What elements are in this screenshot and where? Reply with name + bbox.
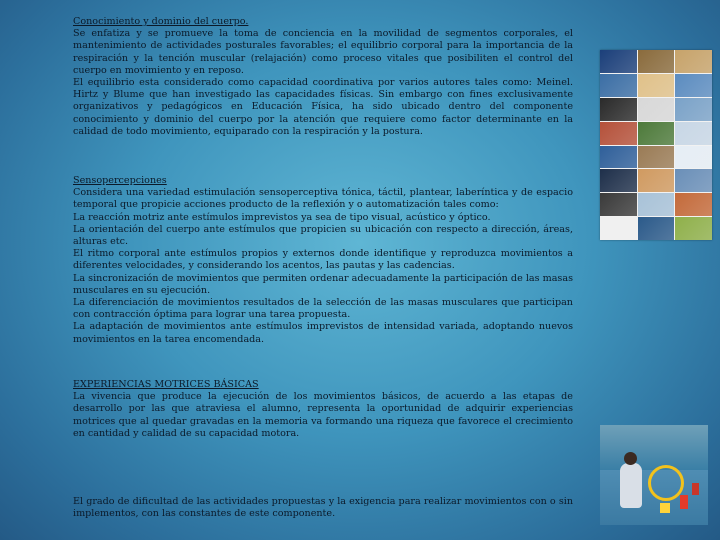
paragraph: El equilibrio esta considerado como capacidad coordinativa por varios autores tales como: Meinel. Hirtz y Blume que han investigado las capacidades físicas. Sin embargo con fines exclusivamente organizativos y pedagógicos en Educación Física, ha sido ubicado dentro del componente conocimiento y dominio del cuerpo por la atención que requiere como factor determinante en la calidad de todo movimiento, equiparado con la respiración y la postura. (73, 77, 573, 137)
section-dificultad (73, 496, 573, 520)
paragraph: El ritmo corporal ante estímulos propios y externos donde identifique y reproduzca movimientos a diferentes velocidades, y considerando los acentos, las pautas y las cadencias. (73, 248, 573, 272)
paragraph: La sincronización de movimientos que permiten ordenar adecuadamente la participación de las masas musculares en su ejecución. (73, 272, 573, 296)
collage-tile (600, 146, 637, 169)
cone-shape (660, 503, 670, 513)
collage-tile (638, 122, 675, 145)
collage-tile (675, 169, 712, 192)
collage-tile (600, 193, 637, 216)
collage-tile (675, 122, 712, 145)
paragraph: Se enfatiza y se promueve la toma de conciencia en la movilidad de segmentos corporales, el mantenimiento de actividades posturales favorables; el equilibrio corporal para la importancia de la respiración y la tención muscular (relajación) como proceso vitales que posibiliten el control del cuerpo en movimiento y en reposo. (73, 28, 573, 76)
collage-tile (675, 193, 712, 216)
collage-tile (638, 74, 675, 97)
sports-collage-image (600, 50, 712, 240)
collage-tile (675, 98, 712, 121)
paragraph: La reacción motriz ante estímulos imprevistos ya sea de tipo visual, acústico y óptico. (73, 211, 491, 223)
section-heading: Conocimiento y dominio del cuerpo. (73, 16, 249, 27)
cone-shape (692, 483, 699, 495)
cone-shape (680, 495, 688, 509)
collage-tile (638, 217, 675, 240)
collage-tile (675, 50, 712, 73)
child-head (624, 452, 637, 465)
paragraph: Considera una variedad estimulación sensoperceptiva tónica, táctil, plantear, laberíntica y de espacio temporal que propicie acciones producto de la reflexión y o automatización tales como: (73, 187, 573, 211)
collage-tile (600, 98, 637, 121)
collage-tile (600, 50, 637, 73)
collage-tile (638, 193, 675, 216)
section-heading: Sensopercepciones (73, 175, 167, 186)
paragraph: La adaptación de movimientos ante estímulos imprevistos de intensidad variada, adoptando nuevos movimientos en la tarea encomendada. (73, 321, 573, 345)
collage-tile (638, 98, 675, 121)
paragraph: La diferenciación de movimientos resultados de la selección de las masas musculares que participan con contracción óptima para lograr una tarea propuesta. (73, 297, 573, 321)
paragraph: La orientación del cuerpo ante estímulos que propicien su ubicación con respecto a dirección, áreas, alturas etc. (73, 223, 573, 248)
collage-tile (638, 146, 675, 169)
collage-tile (600, 217, 637, 240)
paragraph: El grado de dificultad de las actividades propuestas y la exigencia para realizar movimientos con o sin implementos, con las constantes de este componente. (73, 496, 573, 520)
section-conocimiento (73, 16, 573, 138)
hoop-shape (648, 465, 684, 501)
section-heading: EXPERIENCIAS MOTRICES BÁSICAS (73, 379, 259, 390)
collage-tile (675, 74, 712, 97)
collage-tile (638, 169, 675, 192)
section-experiencias (73, 379, 573, 440)
children-activity-photo (600, 425, 708, 525)
collage-tile (638, 50, 675, 73)
child-figure (620, 463, 642, 508)
paragraph: La vivencia que produce la ejecución de los movimientos básicos, de acuerdo a las etapas de desarrollo por las que atraviesa el alumno, representa la oportunidad de adquirir experiencias motrices que al quedar gravadas en la memoria va formando una riqueza que favorece el crecimiento en cantidad y calidad de su capacidad motora. (73, 391, 573, 439)
collage-tile (600, 122, 637, 145)
collage-tile (675, 217, 712, 240)
collage-tile (675, 146, 712, 169)
section-sensopercepciones (73, 175, 573, 346)
collage-tile (600, 169, 637, 192)
collage-tile (600, 74, 637, 97)
